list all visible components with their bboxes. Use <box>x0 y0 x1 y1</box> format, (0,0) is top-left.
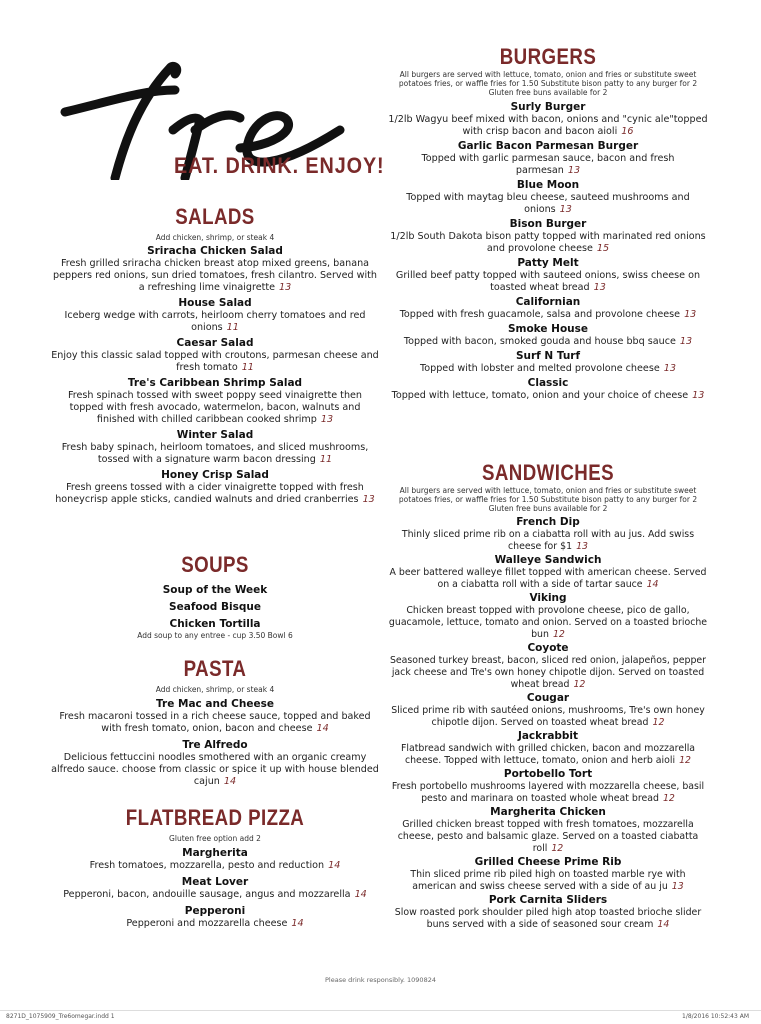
menu-item-price: 11 <box>319 454 333 465</box>
menu-item-description-text: Enjoy this classic salad topped with croutons, parmesan cheese and fresh tomato <box>51 350 379 373</box>
menu-item-price: 13 <box>593 282 606 293</box>
pasta-title: PASTA <box>183 656 247 681</box>
menu-item-description-text: Fresh grilled sriracha chicken breast atop mixed greens, banana peppers red onions, sun dried tomatoes, fresh cilantro. Served with a refreshing lime vinaigrette <box>53 258 377 293</box>
menu-item <box>388 377 708 402</box>
menu-item-price: 13 <box>576 541 588 552</box>
menu-item-price: 12 <box>662 793 675 804</box>
burgers-title: BURGERS <box>499 44 597 69</box>
menu-item-price: 13 <box>567 165 581 176</box>
menu-item-name: French Dip <box>516 516 580 528</box>
menu-item-description-text: Chicken breast topped with provolone cheese, pico de gallo, guacamole, lettuce, tomato and onion. Served on a toasted brioche bun <box>388 605 708 640</box>
menu-item <box>388 218 708 255</box>
menu-item-description <box>388 907 708 931</box>
menu-item <box>50 469 380 506</box>
soup-item: Seafood Bisque <box>169 601 261 613</box>
menu-item-description <box>388 153 708 177</box>
menu-item-description <box>388 655 708 691</box>
menu-item-description-text: 1/2lb Wagyu beef mixed with bacon, onions and "cynic ale"topped with crisp bacon and bacon aioli <box>388 114 708 137</box>
menu-item-description-text: Fresh spinach tossed with sweet poppy seed vinaigrette then topped with fresh avocado, watermelon, bacon, walnuts and finished with chilled caribbean cooked shrimp <box>67 390 363 425</box>
menu-item <box>50 876 380 901</box>
menu-item-description <box>50 258 380 294</box>
burgers-note: All burgers are served with lettuce, tomato, onion and fries or substitute sweet potatoes fries, or waffle fries for 1.50 Substitute bison patty to any burger for 2 Gluten free buns available for 2 <box>398 70 698 97</box>
salads-note: Add chicken, shrimp, or steak 4 <box>155 233 275 242</box>
menu-item-name: Bison Burger <box>509 218 587 230</box>
menu-item-description <box>50 918 380 930</box>
menu-item-price: 15 <box>596 243 610 254</box>
menu-item-description-text: Grilled chicken breast topped with fresh tomatoes, mozzarella cheese, pesto and balsamic glaze. Served on a toasted ciabatta roll <box>397 819 699 854</box>
menu-item-name: Classic <box>527 377 569 389</box>
menu-item-name: Coyote <box>527 642 569 654</box>
menu-item-description-text: Grilled beef patty topped with sauteed onions, swiss cheese on toasted wheat bread <box>395 270 701 293</box>
menu-item <box>50 245 380 294</box>
menu-item-description <box>388 869 708 893</box>
menu-item-price: 12 <box>552 629 565 640</box>
menu-item <box>388 516 708 553</box>
soup-item: Chicken Tortilla <box>169 618 261 630</box>
menu-item-description <box>388 336 708 348</box>
menu-item-name: House Salad <box>178 297 252 309</box>
menu-item-description <box>388 114 708 138</box>
menu-item <box>388 101 708 138</box>
menu-item-description-text: Slow roasted pork shoulder piled high atop toasted brioche slider buns served with a side of seasoned sour cream <box>394 907 702 930</box>
menu-item-price: 14 <box>316 723 329 734</box>
menu-item <box>388 296 708 321</box>
flatbread-section <box>50 805 380 930</box>
menu-item-name: Californian <box>515 296 581 308</box>
menu-item-description-text: Topped with lettuce, tomato, onion and your choice of cheese <box>391 390 689 401</box>
menu-item-price: 11 <box>226 322 239 333</box>
menu-item-name: Caesar Salad <box>176 337 254 349</box>
menu-item-description-text: Topped with maytag bleu cheese, sauteed mushrooms and onions <box>406 192 690 215</box>
menu-item-name: Sriracha Chicken Salad <box>147 245 283 257</box>
menu-item-description <box>388 605 708 641</box>
menu-item-description-text: Fresh baby spinach, heirloom tomatoes, and sliced mushrooms, tossed with a signature warm bacon dressing <box>61 442 369 465</box>
menu-item-name: Pepperoni <box>184 905 246 917</box>
menu-item-name: Tre Mac and Cheese <box>156 698 274 710</box>
menu-item-name: Tre Alfredo <box>182 739 248 751</box>
menu-item-description <box>50 442 380 466</box>
soup-item: Soup of the Week <box>162 584 268 596</box>
footer-notice: Please drink responsibly. 1090824 <box>325 976 436 984</box>
menu-item-price: 16 <box>621 126 634 137</box>
menu-item-price: 11 <box>241 362 254 373</box>
menu-item-name: Grilled Cheese Prime Rib <box>474 856 622 868</box>
menu-item-description-text: Seasoned turkey breast, bacon, sliced red onion, jalapeños, pepper jack cheese and Tre's own honey chipotle dijon. Served on toasted wheat bread <box>389 655 707 690</box>
menu-item-name: Portobello Tort <box>503 768 593 780</box>
menu-item-name: Pork Carnita Sliders <box>488 894 608 906</box>
menu-item-name: Blue Moon <box>516 179 580 191</box>
flatbread-title: FLATBREAD PIZZA <box>125 805 305 830</box>
menu-item-price: 13 <box>679 336 693 347</box>
menu-item-description <box>50 889 380 901</box>
menu-item <box>388 179 708 216</box>
menu-item-description <box>388 270 708 294</box>
menu-item-price: 12 <box>551 843 564 854</box>
menu-item-description <box>388 363 708 375</box>
menu-item <box>388 323 708 348</box>
menu-item-description-text: Topped with fresh guacamole, salsa and provolone cheese <box>399 309 681 320</box>
menu-item-description <box>388 529 708 553</box>
menu-item-name: Cougar <box>526 692 570 704</box>
menu-item-name: Margherita Chicken <box>490 806 606 818</box>
menu-item-name: Walleye Sandwich <box>494 554 602 566</box>
menu-item-description <box>388 309 708 321</box>
menu-item-description-text: Flatbread sandwich with grilled chicken, bacon and mozzarella cheese. Topped with lettuce, tomato, onion and herb aioli <box>400 743 696 766</box>
menu-item <box>50 739 380 788</box>
menu-item <box>388 350 708 375</box>
print-strip <box>0 1010 761 1020</box>
menu-item-description <box>50 390 380 426</box>
menu-item-description <box>50 310 380 334</box>
menu-item-description <box>50 482 380 506</box>
menu-item <box>388 730 708 767</box>
menu-item-price: 14 <box>223 776 237 787</box>
menu-item-description-text: Fresh greens tossed with a cider vinaigrette topped with fresh honeycrisp apple sticks, candied walnuts and dried cranberries <box>55 482 364 505</box>
menu-item-price: 13 <box>320 414 334 425</box>
burgers-section <box>388 44 708 402</box>
menu-item-description <box>50 350 380 374</box>
menu-item-name: Jackrabbit <box>517 730 579 742</box>
menu-item-price: 14 <box>354 889 367 900</box>
menu-item-price: 14 <box>328 860 341 871</box>
menu-item <box>50 905 380 930</box>
menu-item-name: Garlic Bacon Parmesan Burger <box>457 140 639 152</box>
menu-item <box>50 429 380 466</box>
menu-item-description <box>50 752 380 788</box>
menu-item-description-text: Pepperoni and mozzarella cheese <box>126 918 288 929</box>
soups-section <box>50 552 380 640</box>
sandwiches-note: All burgers are served with lettuce, tomato, onion and fries or substitute sweet potatoes fries, or waffle fries for 1.50 Substitute bison patty to any burger for 2 Gluten free buns available for 2 <box>398 486 698 513</box>
menu-item-name: Honey Crisp Salad <box>161 469 269 481</box>
menu-item <box>388 894 708 931</box>
menu-item-description <box>388 192 708 216</box>
sandwiches-title: SANDWICHES <box>481 460 615 485</box>
menu-item-price: 12 <box>652 717 665 728</box>
menu-item-name: Meat Lover <box>181 876 249 888</box>
menu-item <box>388 806 708 855</box>
menu-item-name: Tre's Caribbean Shrimp Salad <box>127 377 303 389</box>
menu-item-price: 13 <box>279 282 292 293</box>
menu-item-price: 13 <box>692 390 705 401</box>
menu-item-description <box>388 390 708 402</box>
menu-item-description-text: Fresh portobello mushrooms layered with mozzarella cheese, basil pesto and marinara on toasted whole wheat bread <box>391 781 705 804</box>
menu-item <box>388 140 708 177</box>
menu-item-name: Winter Salad <box>176 429 254 441</box>
menu-item-name: Viking <box>529 592 567 604</box>
menu-item <box>388 554 708 591</box>
menu-item-description <box>388 231 708 255</box>
menu-item-description <box>388 819 708 855</box>
menu-item-description-text: Thinly sliced prime rib on a ciabatta roll with au jus. Add swiss cheese for $1 <box>401 529 695 552</box>
menu-item-name: Margherita <box>182 847 248 859</box>
menu-item-description-text: Pepperoni, bacon, andouille sausage, angus and mozzarella <box>63 889 351 900</box>
menu-item <box>50 337 380 374</box>
menu-item-description-text: Topped with bacon, smoked gouda and house bbq sauce <box>403 336 676 347</box>
menu-item-description-text: Iceberg wedge with carrots, heirloom cherry tomatoes and red onions <box>64 310 366 333</box>
soups-title: SOUPS <box>181 552 249 577</box>
salads-title: SALADS <box>175 204 255 229</box>
menu-item-price: 14 <box>646 579 659 590</box>
tagline: EAT. DRINK. ENJOY! <box>174 153 385 178</box>
menu-item-price: 12 <box>679 755 692 766</box>
menu-item-description <box>50 711 380 735</box>
menu-item-description-text: Delicious fettuccini noodles smothered with an organic creamy alfredo sauce. choose from classic or spice it up with house blended cajun <box>51 752 379 787</box>
flatbread-note: Gluten free option add 2 <box>169 834 261 843</box>
file-label: 8271D_1075909_Tre6omegar.indd 1 <box>6 1013 115 1020</box>
menu-item-name: Surf N Turf <box>515 350 581 362</box>
menu-item <box>388 768 708 805</box>
menu-item <box>388 592 708 641</box>
menu-item-price: 13 <box>362 494 375 505</box>
menu-item-description-text: A beer battered walleye fillet topped with american cheese. Served on a ciabatta roll with a side of tartar sauce <box>389 567 707 590</box>
menu-item-name: Patty Melt <box>517 257 579 269</box>
soups-note: Add soup to any entree - cup 3.50 Bowl 6 <box>137 631 293 640</box>
print-timestamp: 1/8/2016 10:52:43 AM <box>682 1013 749 1020</box>
menu-item-price: 14 <box>657 919 670 930</box>
menu-item-price: 13 <box>684 309 697 320</box>
menu-item <box>50 297 380 334</box>
sandwiches-section <box>388 460 708 931</box>
menu-item-price: 14 <box>291 918 304 929</box>
menu-item-price: 13 <box>559 204 572 215</box>
pasta-note: Add chicken, shrimp, or steak 4 <box>155 685 275 694</box>
menu-item-price: 12 <box>573 679 586 690</box>
menu-item-description-text: Topped with garlic parmesan sauce, bacon and fresh parmesan <box>421 153 675 176</box>
menu-item-description <box>388 567 708 591</box>
menu-item-description-text: Fresh tomatoes, mozzarella, pesto and reduction <box>89 860 325 871</box>
menu-item-name: Smoke House <box>507 323 589 335</box>
menu-item-description-text: Fresh macaroni tossed in a rich cheese sauce, topped and baked with fresh tomato, onion, bacon and cheese <box>59 711 371 734</box>
menu-item-description <box>50 860 380 872</box>
menu-item <box>388 692 708 729</box>
menu-item-description <box>388 705 708 729</box>
pasta-section <box>50 656 380 788</box>
menu-item <box>388 257 708 294</box>
menu-item-description-text: Thin sliced prime rib piled high on toasted marble rye with american and swiss cheese served with a side of au ju <box>410 869 686 892</box>
menu-item <box>388 856 708 893</box>
menu-item-price: 13 <box>671 881 684 892</box>
menu-item-description-text: Topped with lobster and melted provolone cheese <box>420 363 660 374</box>
menu-item <box>50 698 380 735</box>
menu-item-name: Surly Burger <box>510 101 586 113</box>
menu-item-price: 13 <box>663 363 676 374</box>
menu-item-description <box>388 743 708 767</box>
menu-item-description <box>388 781 708 805</box>
menu-item-description-text: 1/2lb South Dakota bison patty topped with marinated red onions and provolone cheese <box>390 231 706 254</box>
salads-section <box>50 204 380 506</box>
menu-item <box>50 377 380 426</box>
menu-item-description-text: Sliced prime rib with sautéed onions, mushrooms, Tre's own honey chipotle dijon. Served on toasted wheat bread <box>391 705 705 728</box>
menu-item <box>50 847 380 872</box>
menu-item <box>388 642 708 691</box>
